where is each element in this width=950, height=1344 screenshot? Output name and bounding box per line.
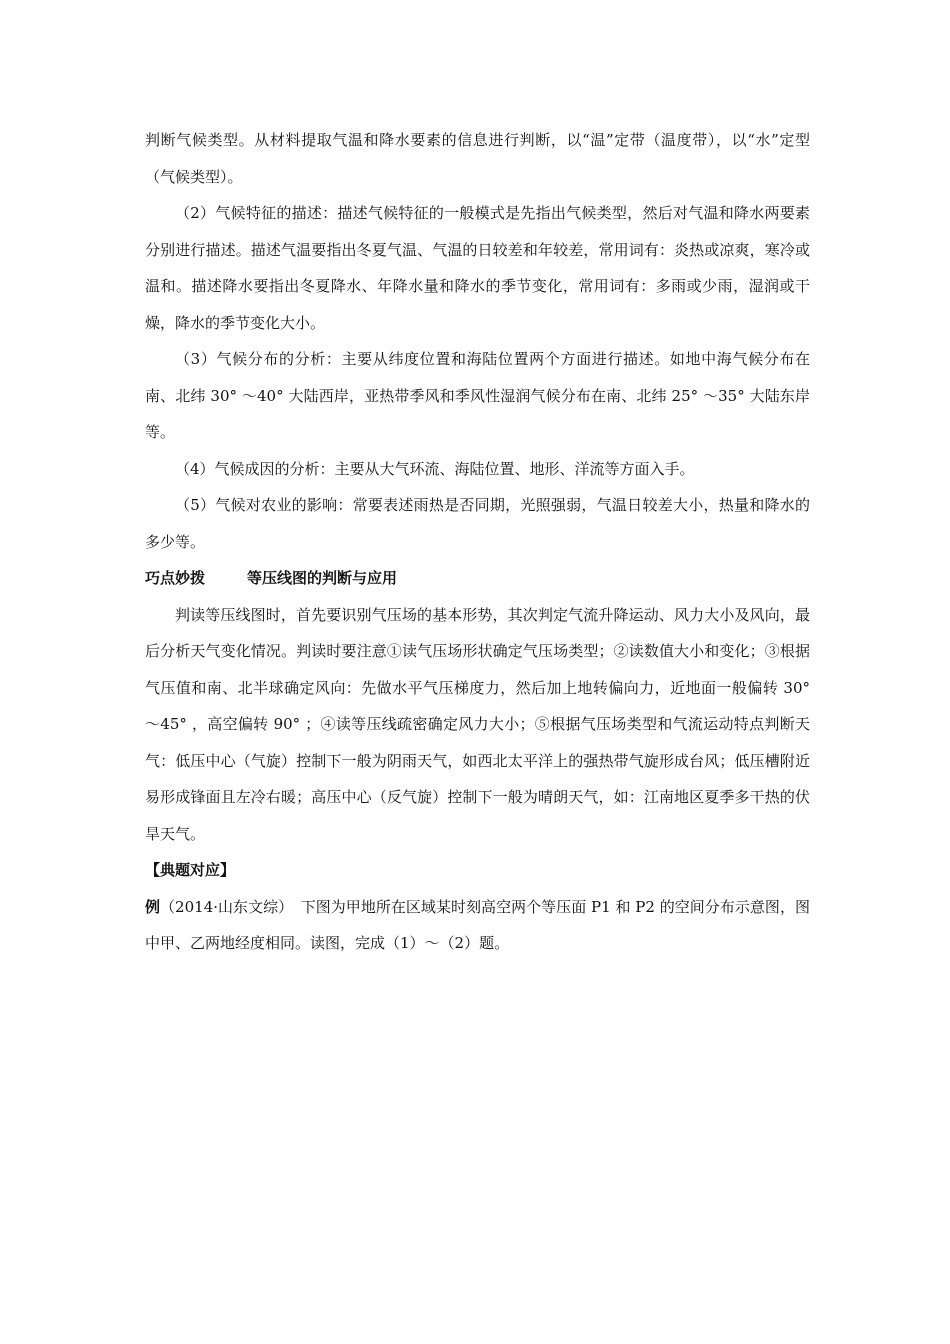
document-body xyxy=(145,122,810,962)
paragraph-climate-agriculture: （5）气候对农业的影响：常要表述雨热是否同期，光照强弱，气温日较差大小，热量和降水的多少等。 xyxy=(145,496,810,551)
paragraph-climate-features: （2）气候特征的描述：描述气候特征的一般模式是先指出气候类型，然后对气温和降水两要素分别进行描述。描述气温要指出冬夏气温、气温的日较差和年较差，常用词有：炎热或凉爽，寒冷或温和。描述降水要指出冬夏降水、年降水量和降水的季节变化，常用词有：多雨或少雨，湿润或干燥，降水的季节变化大小。 xyxy=(145,204,810,332)
tip-heading xyxy=(145,560,810,597)
paragraph-climate-type: 判断气候类型。从材料提取气温和降水要素的信息进行判断，以“温”定带（温度带），以“水”定型（气候类型）。 xyxy=(145,131,810,186)
tip-label: 巧点妙拨 xyxy=(145,569,206,587)
paragraph-isobar-reading: 判读等压线图时，首先要识别气压场的基本形势，其次判定气流升降运动、风力大小及风向，最后分析天气变化情况。判读时要注意①读气压场形状确定气压场类型；②读数值大小和变化；③根据气压值和南、北半球确定风向：先做水平气压梯度力，然后加上地转偏向力，近地面一般偏转 30° ～45° ，高空偏转 90° ；④读等压线疏密确定风力大小；⑤根据气压场类型和气流运动特点判断天气：低压中心（气旋）控制下一般为阴雨天气，如西北太平洋上的强热带气旋形成台风；低压槽附近易形成锋面且左冷右暖；高压中心（反气旋）控制下一般为晴朗天气，如：江南地区夏季多干热的伏旱天气。 xyxy=(145,605,810,843)
paragraph-climate-distribution: （3）气候分布的分析：主要从纬度位置和海陆位置两个方面进行描述。如地中海气候分布在南、北纬 30° ～40° 大陆西岸，亚热带季风和季风性湿润气候分布在南、北纬 25° ～35° 大陆东岸等。 xyxy=(145,350,810,441)
tip-title: 等压线图的判断与应用 xyxy=(247,569,398,587)
paragraph-climate-causes: （4）气候成因的分析：主要从大气环流、海陆位置、地形、洋流等方面入手。 xyxy=(175,459,695,478)
example-label: 例 xyxy=(145,897,161,916)
example-paragraph xyxy=(145,889,810,962)
section-heading: 【典题对应】 xyxy=(145,861,236,879)
example-text: （2014·山东文综） 下图为甲地所在区域某时刻高空两个等压面 P1 和 P2 的空间分布示意图，图中甲、乙两地经度相同。读图，完成（1）～（2）题。 xyxy=(145,897,810,952)
